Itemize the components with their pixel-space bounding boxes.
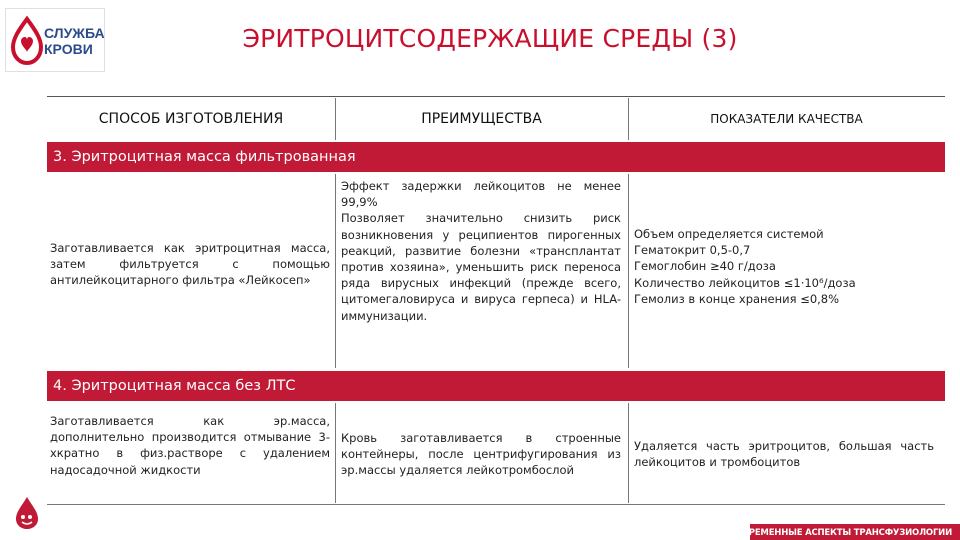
header-divider-2 — [628, 98, 629, 140]
logo-line-2: КРОВИ — [44, 41, 93, 57]
quality-item: Гемоглобин ≥40 г/доза — [634, 259, 776, 274]
quality-item: Количество лейкоцитов ≤1·10⁶/доза — [634, 275, 856, 290]
blood-service-logo-icon — [10, 15, 44, 67]
table-top-border — [47, 96, 945, 97]
section-3-advantage-2: Позволяет значительно снизить риск возникновения у реципиентов пирогенных реакций, развитие болезни «трансплантат против хозяина», уменьшить риск переноса ряда вирусных инфекций (прежде всего, цитомегаловируса и вируса герпеса) и HLA-иммунизации. — [341, 211, 621, 323]
section-4-method: Заготавливается как эр.масса, дополнительно производится отмывание 3-хкратно в физ.растворе с удалением надосадочной жидкости — [50, 414, 330, 477]
section-3-title: 3. Эритроцитная масса фильтрованная — [47, 142, 945, 172]
section-3-quality — [634, 226, 934, 307]
row-4-divider-2 — [628, 403, 629, 503]
row-3-divider-2 — [628, 174, 629, 368]
section-4-title: 4. Эритроцитная масса без ЛТС — [47, 371, 945, 401]
logo-line-1: СЛУЖБА — [44, 25, 105, 41]
table-bottom-border — [47, 504, 945, 505]
footer-text: СОВРЕМЕННЫЕ АСПЕКТЫ ТРАНСФУЗИОЛОГИИ — [729, 528, 952, 538]
header-advantages: ПРЕИМУЩЕСТВА — [421, 111, 542, 127]
section-3-advantages — [341, 178, 621, 324]
row-3-divider-1 — [335, 174, 336, 368]
header-method: СПОСОБ ИЗГОТОВЛЕНИЯ — [98, 111, 284, 127]
logo-text — [44, 25, 105, 57]
quality-item: Гемолиз в конце хранения ≤0,8% — [634, 291, 840, 306]
row-4-divider-1 — [335, 403, 336, 503]
section-3-method: Заготавливается как эритроцитная масса, затем фильтруется с помощью антилейкоцитарного фильтра «Лейкосеп» — [50, 241, 330, 288]
quality-item: Объем определяется системой — [634, 227, 824, 241]
section-4-quality: Удаляется часть эритроцитов, большая часть лейкоцитов и тромбоцитов — [634, 439, 934, 470]
section-4-advantages: Кровь заготавливается в строенные контейнеры, после центрифугирования из эр.массы удаляется лейкотромбослой — [341, 431, 621, 478]
header-divider-1 — [335, 98, 336, 140]
header-quality: ПОКАЗАТЕЛИ КАЧЕСТВА — [710, 112, 863, 126]
section-3-advantage-1: Эффект задержки лейкоцитов не менее 99,9% — [341, 179, 621, 210]
blood-drop-icon — [10, 495, 44, 531]
logo — [5, 8, 105, 72]
quality-item: Гематокрит 0,5-0,7 — [634, 243, 751, 258]
page-title: ЭРИТРОЦИТСОДЕРЖАЩИЕ СРЕДЫ (3) — [242, 24, 738, 53]
